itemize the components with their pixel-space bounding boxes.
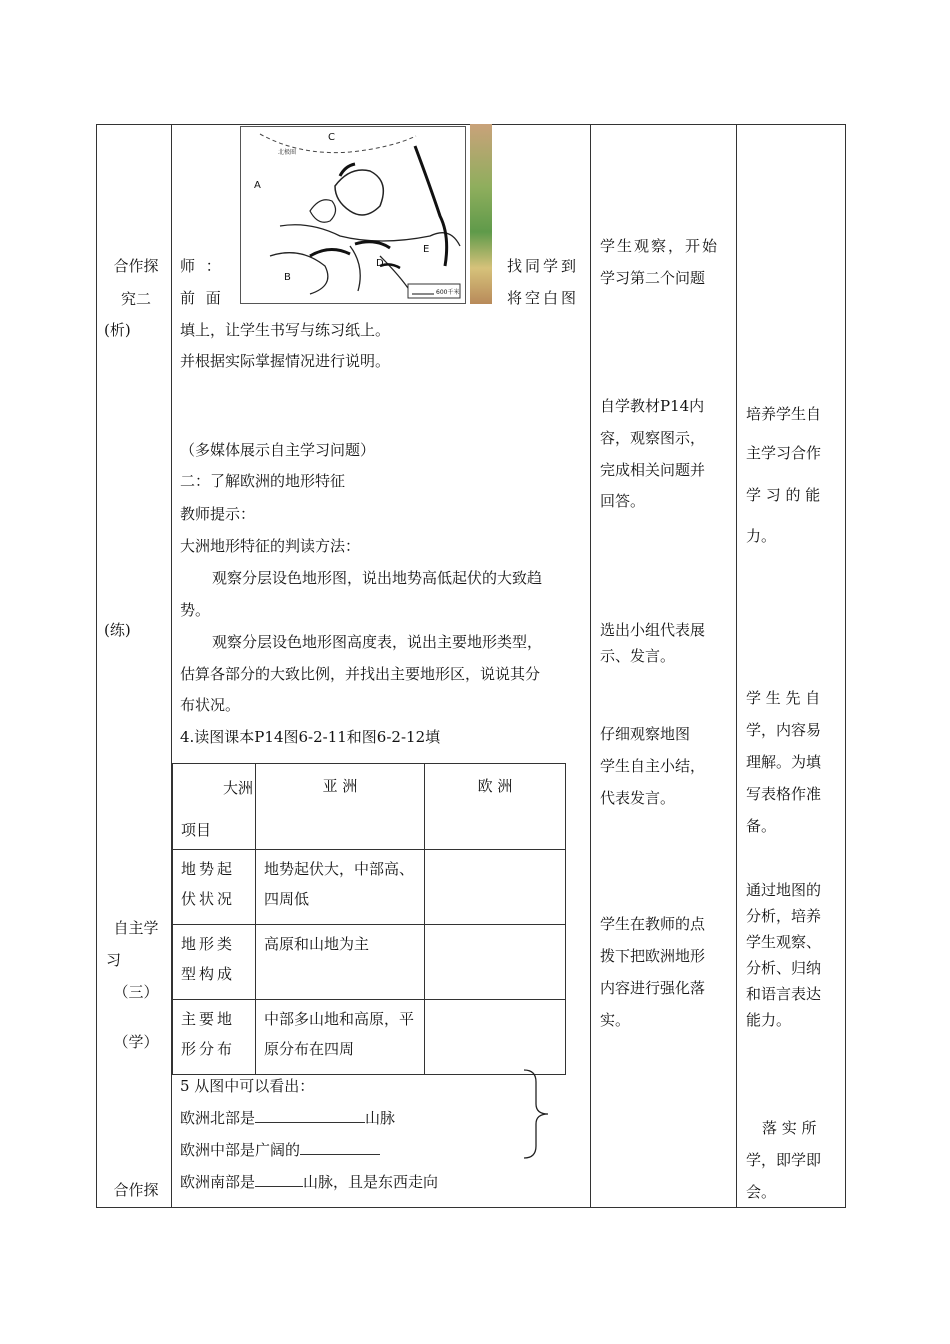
teacher-text: 师 ： xyxy=(180,257,224,275)
design-intent: 培养学生自 xyxy=(746,405,822,423)
design-intent: 落 实 所 xyxy=(762,1119,817,1137)
stage-label: （学） xyxy=(113,1033,159,1051)
blank-middle xyxy=(180,1140,380,1160)
stage-label: 究二 xyxy=(120,290,151,308)
method-paragraph: 观察分层设色地形图，说出地势高低起伏的大致趋 xyxy=(212,569,543,587)
student-activity: 学习第二个问题 xyxy=(600,269,706,287)
column-divider-3 xyxy=(736,124,737,1208)
design-intent: 学生观察、 xyxy=(746,933,822,951)
student-activity: 仔细观察地图 xyxy=(600,725,691,743)
section-heading: 二：了解欧洲的地形特征 xyxy=(180,472,346,490)
blank-north-suffix: 山脉 xyxy=(365,1109,396,1127)
design-intent: 会。 xyxy=(746,1183,777,1201)
student-activity: 完成相关问题并 xyxy=(600,461,706,479)
header-diagonal-cell xyxy=(173,764,256,850)
stage-label: 自主学 xyxy=(113,919,159,937)
map-scale: 600千米 xyxy=(436,289,460,296)
student-activity: 容，观察图示， xyxy=(600,429,706,447)
blank-middle-line[interactable] xyxy=(300,1140,380,1155)
student-activity: 拨下把欧洲地形 xyxy=(600,947,706,965)
method-paragraph: 观察分层设色地形图高度表，说出主要地形类型， xyxy=(212,633,543,651)
map-drawing xyxy=(240,126,466,304)
design-intent: 通过地图的 xyxy=(746,881,822,899)
stage-label: (练) xyxy=(104,621,131,639)
asia-cell: 高原和山地为主 xyxy=(256,925,425,1000)
map-label-b: B xyxy=(284,272,291,283)
student-activity: 回答。 xyxy=(600,492,646,510)
map-label-a: A xyxy=(254,180,261,191)
europe-cell[interactable] xyxy=(425,1000,566,1075)
stage-label: （三） xyxy=(113,983,159,1001)
teacher-text: 并根据实际掌握情况进行说明。 xyxy=(180,352,391,370)
design-intent: 学，内容易 xyxy=(746,721,822,739)
student-activity: 实。 xyxy=(600,1011,631,1029)
student-activity: 学生观察，开始 xyxy=(600,237,720,255)
map-label-e: E xyxy=(423,244,430,255)
teacher-hint: 教师提示： xyxy=(180,505,256,523)
teacher-text: 找同学到 xyxy=(507,257,580,275)
comparison-table xyxy=(172,763,566,1075)
blank-south-suffix: 山脉，且是东西走向 xyxy=(303,1173,439,1191)
design-intent: 和语言表达 xyxy=(746,985,822,1003)
design-intent: 主学习合作 xyxy=(746,444,822,462)
map-label-c: C xyxy=(328,132,335,143)
map-label-d: D xyxy=(376,258,384,269)
media-note: （多媒体展示自主学习问题） xyxy=(180,441,376,459)
header-asia: 亚 洲 xyxy=(256,764,425,850)
student-activity: 学生在教师的点 xyxy=(600,915,706,933)
asia-cell: 地势起伏大，中部高、四周低 xyxy=(256,850,425,925)
design-intent: 学，即学即 xyxy=(746,1151,822,1169)
student-activity: 代表发言。 xyxy=(600,789,676,807)
student-activity: 内容进行强化落 xyxy=(600,979,706,997)
blank-middle-prefix: 欧洲中部是广阔的 xyxy=(180,1141,301,1159)
blank-north-line[interactable] xyxy=(255,1108,365,1123)
method-paragraph: 布状况。 xyxy=(180,696,241,714)
blank-south xyxy=(180,1172,438,1192)
design-intent: 分析、归纳 xyxy=(746,959,822,977)
design-intent: 分析，培养 xyxy=(746,907,822,925)
map-arctic-circle: 北极圈 xyxy=(278,149,297,156)
method-paragraph: 势。 xyxy=(180,601,211,619)
student-activity: 选出小组代表展 xyxy=(600,621,706,639)
row-label: 地势起伏状况 xyxy=(173,850,256,925)
blank-south-line[interactable] xyxy=(255,1172,303,1187)
row-label: 主要地形分布 xyxy=(173,1000,256,1075)
design-intent: 理解。为填 xyxy=(746,753,822,771)
teacher-text: 填上，让学生书写与练习纸上。 xyxy=(180,321,391,339)
terrain-map-thumbnail xyxy=(470,124,492,304)
asia-cell: 中部多山地和高原，平原分布在四周 xyxy=(256,1000,425,1075)
europe-cell[interactable] xyxy=(425,925,566,1000)
design-intent: 能力。 xyxy=(746,1011,792,1029)
question-5: 5 从图中可以看出： xyxy=(180,1077,315,1095)
design-intent: 备。 xyxy=(746,817,777,835)
right-brace-icon xyxy=(520,1068,554,1160)
header-europe: 欧 洲 xyxy=(425,764,566,850)
student-activity: 自学教材P14内 xyxy=(600,397,705,415)
stage-label: 合作探 xyxy=(113,1181,159,1199)
method-paragraph: 估算各部分的大致比例，并找出主要地形区，说说其分 xyxy=(180,665,541,683)
teacher-text: 前 面 xyxy=(180,289,224,307)
row-label: 地形类型构成 xyxy=(173,925,256,1000)
europe-cell[interactable] xyxy=(425,850,566,925)
design-intent: 学 习 的 能 xyxy=(746,486,821,504)
blank-south-prefix: 欧洲南部是 xyxy=(180,1173,256,1191)
stage-label: 合作探 xyxy=(113,257,159,275)
header-continent: 大洲 xyxy=(223,779,254,797)
teacher-text: 将空白图 xyxy=(507,289,580,307)
blank-north-prefix: 欧洲北部是 xyxy=(180,1109,256,1127)
blank-north xyxy=(180,1108,395,1128)
student-activity: 学生自主小结， xyxy=(600,757,706,775)
header-item: 项目 xyxy=(181,821,212,839)
stage-label: (析) xyxy=(104,321,131,339)
method-title: 大洲地形特征的判读方法： xyxy=(180,537,361,555)
design-intent: 力。 xyxy=(746,527,777,545)
question-4: 4.读图课本P14图6-2-11和图6-2-12填 xyxy=(180,728,441,746)
stage-label: 习 xyxy=(106,951,122,969)
design-intent: 写表格作准 xyxy=(746,785,822,803)
student-activity: 示、发言。 xyxy=(600,647,676,665)
europe-outline-map xyxy=(240,126,466,304)
column-divider-2 xyxy=(590,124,591,1208)
design-intent: 学 生 先 自 xyxy=(746,689,821,707)
